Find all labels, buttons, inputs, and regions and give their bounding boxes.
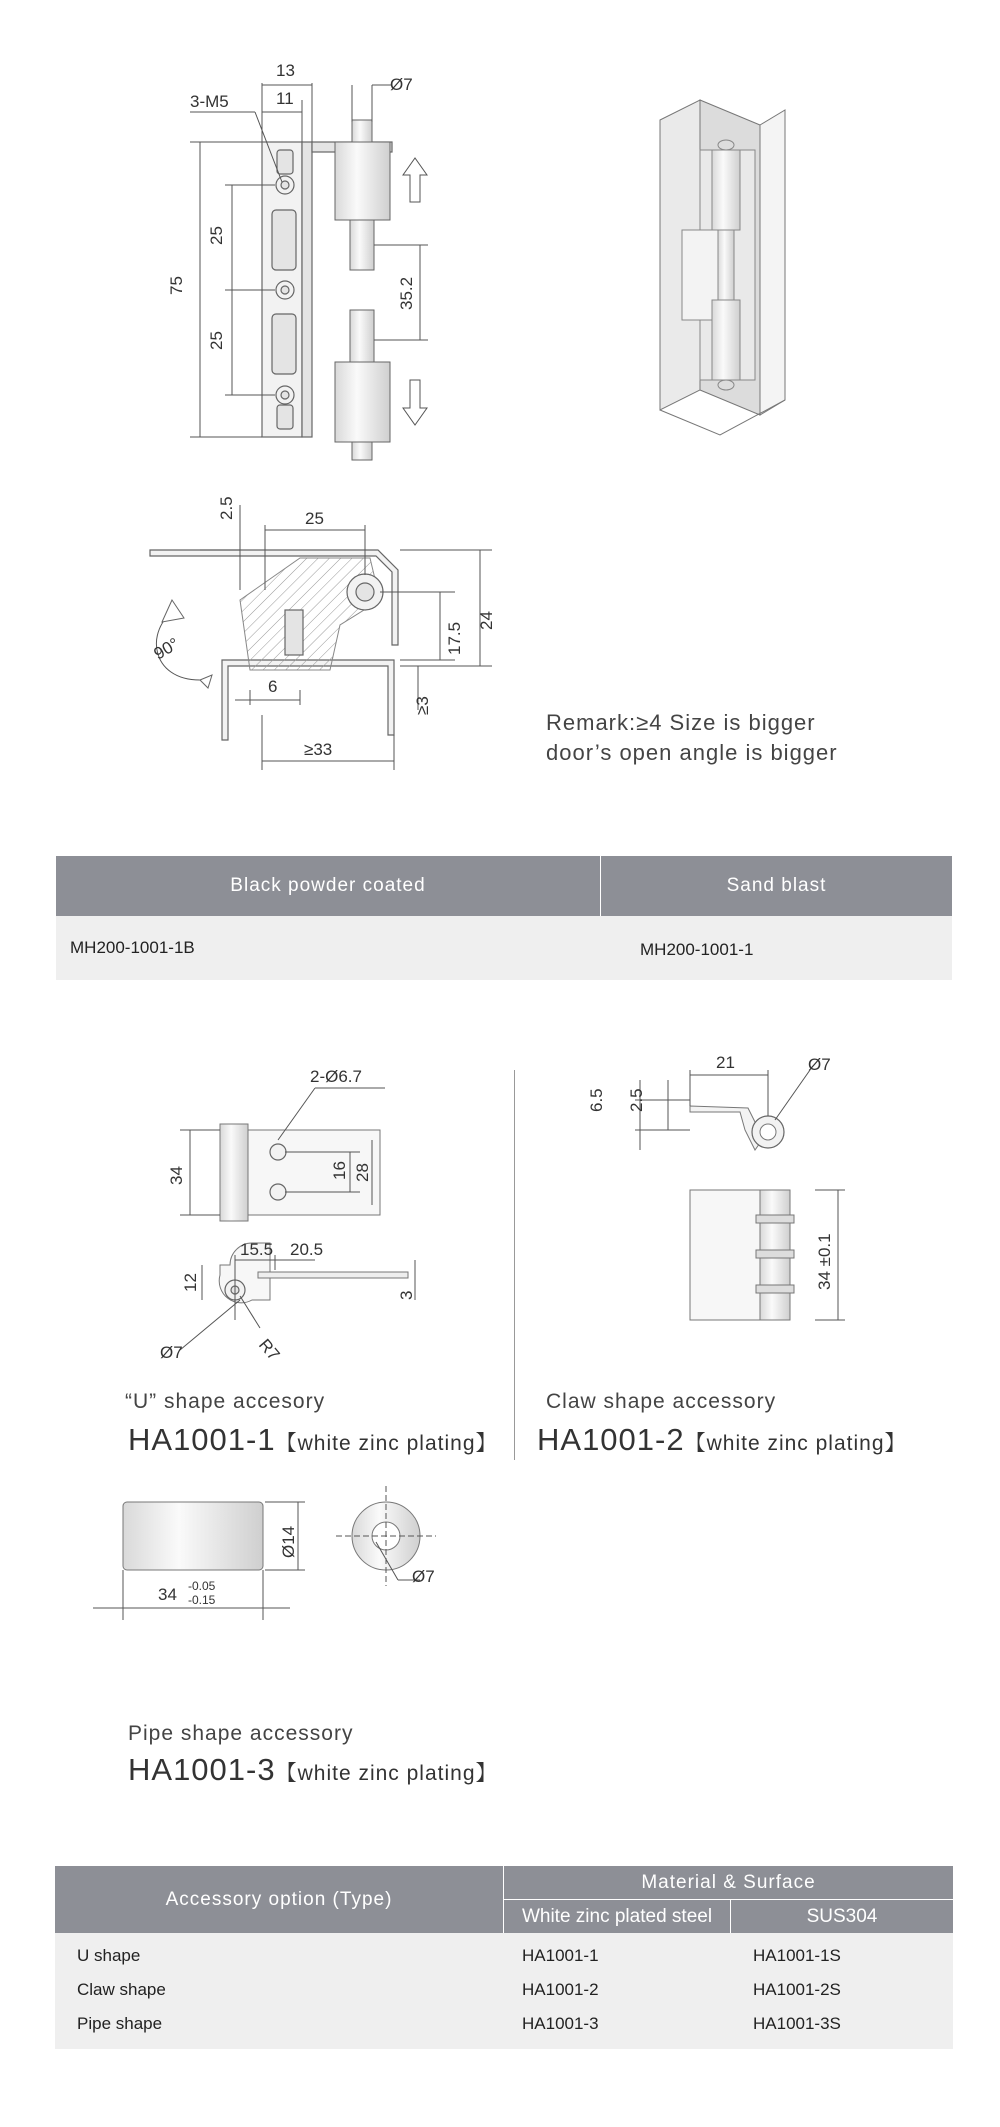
- hinge-3d-view: [640, 90, 820, 460]
- accessory-table-header: [55, 1866, 953, 1933]
- cell-zinc: HA1001-1: [522, 1946, 599, 1965]
- dim-17-5: 17.5: [445, 621, 464, 655]
- claw-accessory-caption: Claw shape accessory: [546, 1390, 777, 1413]
- claw-model-finish: 【white zinc plating】: [684, 1432, 907, 1455]
- dim-3: 3: [397, 1290, 416, 1300]
- dim-21: 21: [716, 1053, 735, 1072]
- dim-ge33: ≥33: [304, 740, 333, 759]
- dim-75: 75: [167, 276, 186, 295]
- cell-type: Pipe shape: [77, 2014, 163, 2033]
- remark-note: [546, 708, 838, 768]
- pipe-accessory-model: [128, 1752, 498, 1788]
- u-model-code: HA1001-1: [128, 1422, 276, 1457]
- dim-ge3: ≥3: [413, 696, 432, 715]
- rotate-arrow-icon: [162, 600, 184, 622]
- dim-2-5-claw: 2.5: [627, 1088, 646, 1112]
- remark-line-2: door’s open angle is bigger: [546, 740, 838, 765]
- table-row: [55, 1973, 953, 2007]
- claw-accessory-model: [537, 1422, 907, 1458]
- remark-line-1: Remark:≥4 Size is bigger: [546, 710, 816, 735]
- dim-dia7-claw: Ø7: [808, 1055, 831, 1074]
- dim-tol-upper: -0.05: [188, 1579, 216, 1593]
- u-accessory-drawing: [140, 1060, 510, 1380]
- finish-table-header: [56, 856, 952, 916]
- dim-dia7-u: Ø7: [160, 1343, 183, 1362]
- dim-25: 25: [305, 509, 324, 528]
- dim-r7: R7: [254, 1335, 284, 1365]
- cell-sand-model: MH200-1001-1: [640, 940, 754, 959]
- dim-34-tol: 34 ±0.1: [815, 1233, 834, 1290]
- cell-zinc: HA1001-3: [522, 2014, 599, 2033]
- header-black-powder: Black powder coated: [56, 856, 601, 916]
- cell-black-model: MH200-1001-1B: [70, 938, 195, 957]
- dim-2-dia6-7: 2-Ø6.7: [310, 1067, 362, 1086]
- dim-12: 12: [181, 1273, 200, 1292]
- header-sand-blast: Sand blast: [726, 875, 827, 896]
- claw-accessory-drawing: [580, 1040, 940, 1380]
- dim-6: 6: [268, 677, 278, 696]
- dim-6-5: 6.5: [587, 1088, 606, 1112]
- hinge-front-drawing: [0, 0, 1000, 470]
- header-accessory-type: Accessory option (Type): [55, 1866, 504, 1933]
- header-sus304: SUS304: [806, 1905, 878, 1927]
- dim-20-5: 20.5: [290, 1240, 324, 1259]
- table-row: [55, 2007, 953, 2041]
- cell-sus: HA1001-2S: [753, 1980, 841, 1999]
- dim-15-5: 15.5: [240, 1240, 274, 1259]
- u-accessory-caption: “U” shape accesory: [125, 1390, 326, 1413]
- pipe-accessory-drawing: [80, 1480, 480, 1640]
- hinge-section-drawing: [0, 480, 560, 770]
- dim-25-upper: 25: [207, 226, 226, 245]
- table-row: [56, 916, 952, 980]
- pipe-accessory-caption: Pipe shape accessory: [128, 1722, 354, 1745]
- dim-35-2: 35.2: [397, 276, 416, 310]
- dim-34: 34: [167, 1166, 186, 1185]
- header-white-zinc: White zinc plated steel: [504, 1900, 731, 1933]
- pipe-model-code: HA1001-3: [128, 1752, 276, 1787]
- dim-dia7: Ø7: [390, 75, 413, 94]
- dim-13: 13: [276, 61, 295, 80]
- table-row: [55, 1939, 953, 1973]
- section-divider: [514, 1070, 515, 1460]
- pipe-model-finish: 【white zinc plating】: [275, 1762, 498, 1785]
- cell-zinc: HA1001-2: [522, 1980, 599, 1999]
- dim-dia14: Ø14: [279, 1525, 298, 1558]
- cell-type: Claw shape: [77, 1980, 166, 1999]
- dim-dia7-pipe: Ø7: [412, 1567, 435, 1586]
- finish-table: [56, 856, 952, 980]
- dim-28: 28: [353, 1163, 372, 1182]
- header-material-surface: Material & Surface: [504, 1866, 953, 1900]
- accessory-table-body: [55, 1933, 953, 2049]
- cell-sus: HA1001-1S: [753, 1946, 841, 1965]
- dim-16: 16: [330, 1161, 349, 1180]
- dim-34-pipe: 34: [158, 1585, 177, 1604]
- u-model-finish: 【white zinc plating】: [275, 1432, 498, 1455]
- dim-3-m5: 3-M5: [190, 92, 229, 111]
- cell-type: U shape: [77, 1946, 141, 1965]
- cell-sus: HA1001-3S: [753, 2014, 841, 2033]
- dim-25-lower: 25: [207, 331, 226, 350]
- dim-tol-lower: -0.15: [188, 1593, 216, 1607]
- arrow-down-icon: [403, 380, 427, 425]
- dim-90-deg: 90°: [150, 634, 183, 664]
- u-accessory-model: [128, 1422, 498, 1458]
- dim-11: 11: [276, 89, 294, 108]
- dim-2-5: 2.5: [217, 496, 236, 520]
- dim-24: 24: [477, 611, 496, 630]
- arrow-up-icon: [403, 158, 427, 202]
- claw-model-code: HA1001-2: [537, 1422, 685, 1457]
- accessory-table: [55, 1866, 953, 2049]
